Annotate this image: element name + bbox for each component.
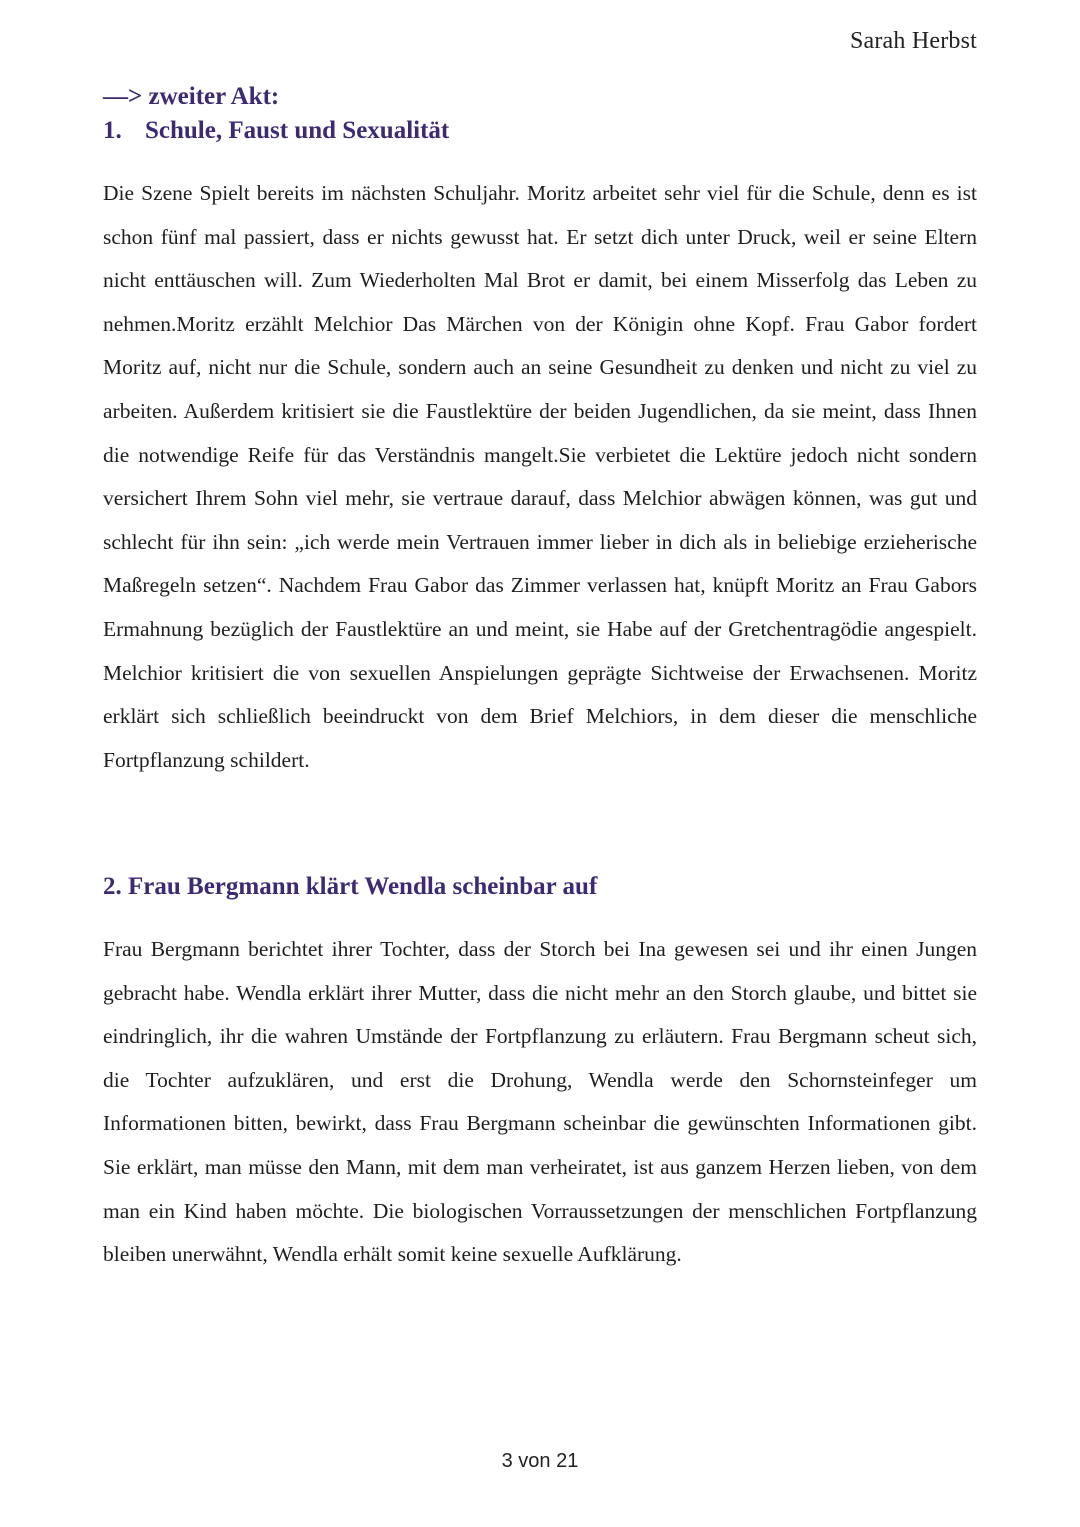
section-number: 1.: [103, 117, 122, 144]
act-heading: —> zweiter Akt:: [103, 83, 280, 110]
page-number: 3 von 21: [501, 1450, 579, 1472]
section-title: Schule, Faust und Sexualität: [145, 117, 450, 144]
section-paragraph-1: Die Szene Spielt bereits im nächsten Schuljahr. Moritz arbeitet sehr viel für die Schule, denn es ist schon fünf mal passiert, dass er nichts gewusst hat. Er setzt dich unter Druck, weil er seine Eltern nicht enttäuschen will. Zum Wiederholten Mal Brot er damit, bei einem Misserfolg das Leben zu nehmen.Moritz erzählt Melchior Das Märchen von der Königin ohne Kopf. Frau Gabor fordert Moritz auf, nicht nur die Schule, sondern auch an seine Gesundheit zu denken und nicht zu viel zu arbeiten. Außerdem kritisiert sie die Faustlektüre der beiden Jugendlichen, da sie meint, dass Ihnen die notwendige Reife für das Verständnis mangelt.Sie verbietet die Lektüre jedoch nicht sondern versichert Ihrem Sohn viel mehr, sie vertraue darauf, dass Melchior abwägen können, was gut und schlecht für ihn sein: „ich werde mein Vertrauen immer lieber in dich als in beliebige erzieherische Maßregeln setzen“. Nachdem Frau Gabor das Zimmer verlassen hat, knüpft Moritz an Frau Gabors Ermahnung bezüglich der Faustlektüre an und meint, sie Habe auf der Gretchentragödie angespielt. Melchior kritisiert die von sexuellen Anspielungen geprägte Sichtweise der Erwachsenen. Moritz erklärt sich schließlich beeindruckt von dem Brief Melchiors, in dem dieser die menschliche Fortpflanzung schildert.: [103, 181, 977, 772]
section-heading-1: [103, 80, 449, 148]
section-heading-2: 2. Frau Bergmann klärt Wendla scheinbar auf: [103, 873, 598, 900]
section-paragraph-2: Frau Bergmann berichtet ihrer Tochter, dass der Storch bei Ina gewesen sei und ihr einen Jungen gebracht habe. Wendla erklärt ihrer Mutter, dass die nicht mehr an den Storch glaube, und bittet sie eindringlich, ihr die wahren Umstände der Fortpflanzung zu erläutern. Frau Bergmann scheut sich, die Tochter aufzuklären, und erst die Drohung, Wendla werde den Schornsteinfeger um Informationen bitten, bewirkt, dass Frau Bergmann scheinbar die gewünschten Informationen gibt. Sie erklärt, man müsse den Mann, mit dem man verheiratet, ist aus ganzem Herzen lieben, von dem man ein Kind haben möchte. Die biologischen Vorraussetzungen der menschlichen Fortpflanzung bleiben unerwähnt, Wendla erhält somit keine sexuelle Aufklärung.: [103, 937, 977, 1267]
author-name: Sarah Herbst: [849, 28, 977, 54]
